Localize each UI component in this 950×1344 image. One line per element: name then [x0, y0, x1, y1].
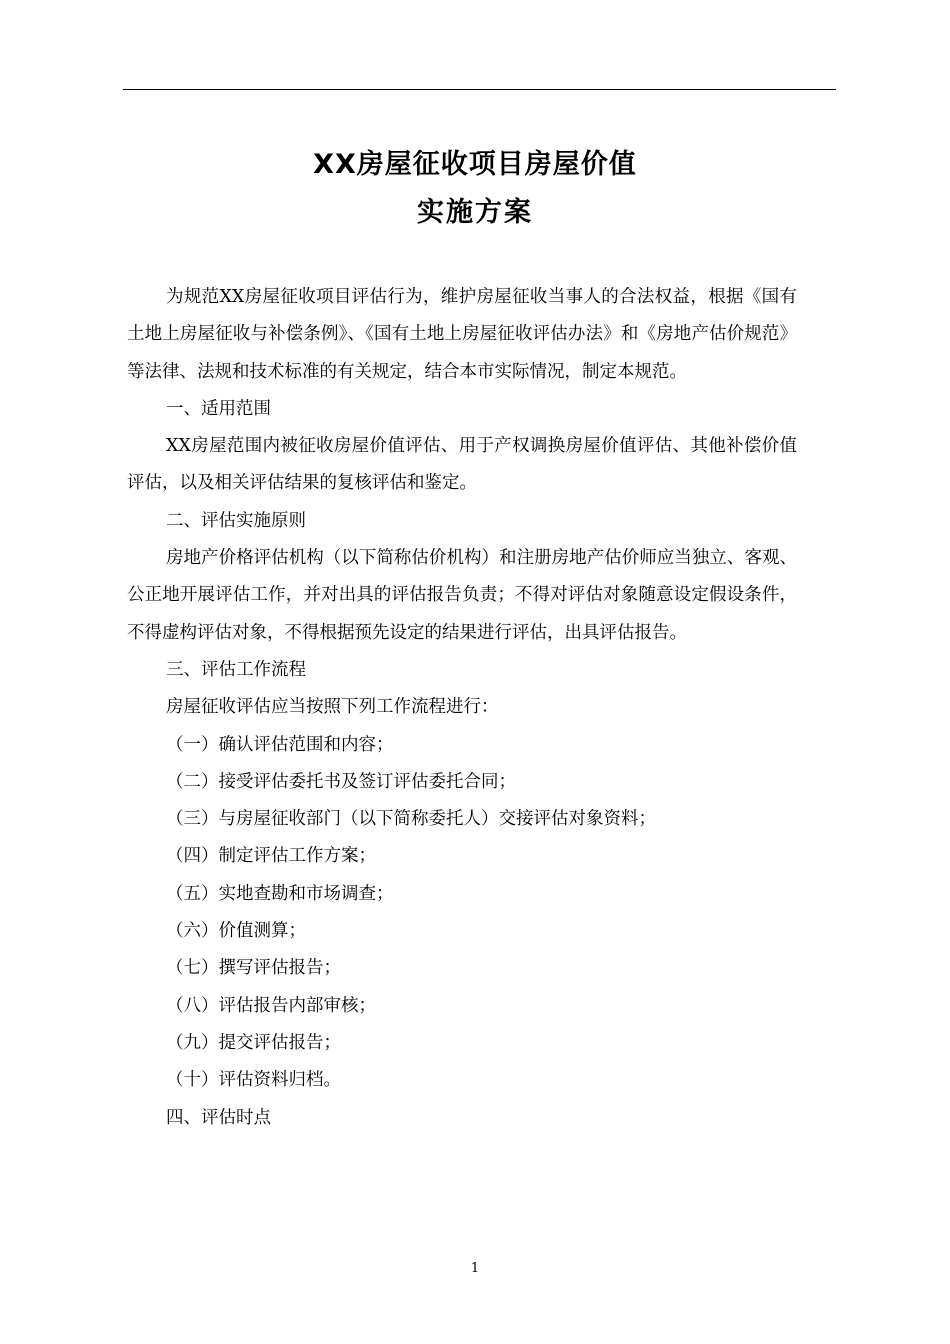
workflow-step: （七）撰写评估报告； [166, 958, 341, 979]
workflow-step: （九）提交评估报告； [166, 1032, 341, 1053]
workflow-step: （六）价值测算； [166, 921, 306, 942]
principles-paragraph: 房地产价格评估机构（以下简称估价机构）和注册房地产估价师应当独立、客观、公正地开展评估工作，并对出具的评估报告负责；不得对评估对象随意设定假设条件，不得虚构评估对象，不得根据预先设定的结果进行评估，出具评估报告。 [127, 548, 797, 643]
workflow-step: （四）制定评估工作方案； [166, 846, 376, 867]
workflow-step: （十）评估资料归档。 [166, 1070, 341, 1091]
section-heading-workflow: 三、评估工作流程 [166, 659, 306, 680]
section-heading-scope: 一、适用范围 [166, 398, 271, 419]
workflow-step: （二）接受评估委托书及签订评估委托合同； [166, 771, 516, 792]
workflow-step: （五）实地查勘和市场调查； [166, 883, 394, 904]
section-heading-valuation-date: 四、评估时点 [166, 1107, 271, 1128]
intro-paragraph: 为规范XX房屋征收项目评估行为，维护房屋征收当事人的合法权益，根据《国有土地上房屋征收与补偿条例》、《国有土地上房屋征收评估办法》和《房地产估价规范》等法律、法规和技术标准的有关规定，结合本市实际情况，制定本规范。 [127, 287, 797, 382]
document-title-line-1: XX房屋征收项目房屋价值 [313, 149, 637, 180]
header-rule [123, 89, 836, 90]
scope-paragraph: XX房屋范围内被征收房屋价值评估、用于产权调换房屋价值评估、其他补偿价值评估，以及相关评估结果的复核评估和鉴定。 [127, 436, 797, 494]
page-number: 1 [470, 1261, 480, 1276]
document-body [127, 279, 797, 1137]
workflow-step: （一）确认评估范围和内容； [166, 734, 394, 755]
section-heading-principles: 二、评估实施原则 [166, 510, 306, 531]
workflow-step: （三）与房屋征收部门（以下简称委托人）交接评估对象资料； [166, 809, 656, 830]
workflow-step: （八）评估报告内部审核； [166, 995, 376, 1016]
document-title-line-2: 实施方案 [417, 197, 533, 228]
workflow-intro: 房屋征收评估应当按照下列工作流程进行： [166, 697, 499, 718]
